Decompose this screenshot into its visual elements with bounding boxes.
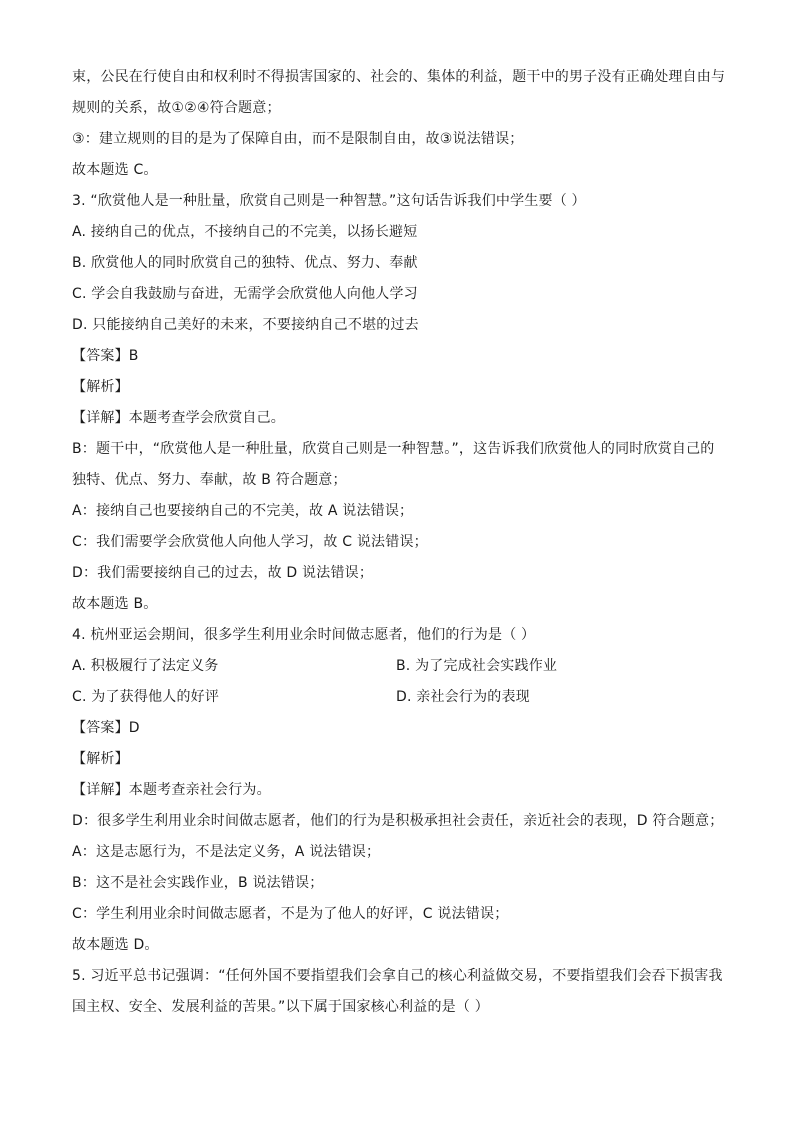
q3-conclusion: 故本题选 B。 xyxy=(72,596,158,612)
q4-explanation-line-1: D：很多学生利用业余时间做志愿者，他们的行为是积极承担社会责任，亲近社会的表现，D 符合题意； xyxy=(72,813,724,829)
q4-explanation-line-2: A：这是志愿行为，不是法定义务，A 说法错误； xyxy=(72,844,381,860)
q4-answer: 【答案】D xyxy=(72,720,140,736)
q3-explanation-line-2: 独特、优点、努力、奉献，故 B 符合题意； xyxy=(72,472,347,488)
q4-explanation-line-4: C：学生利用业余时间做志愿者，不是为了他人的好评，C 说法错误； xyxy=(72,906,509,922)
q4-option-c: C. 为了获得他人的好评 xyxy=(72,689,220,705)
page-content xyxy=(72,62,732,1023)
q3-option-c: C. 学会自我鼓励与奋进，无需学会欣赏他人向他人学习 xyxy=(72,286,418,302)
q5-stem-line-1: 5. 习近平总书记强调：“任何外国不要指望我们会拿自己的核心利益做交易，不要指望我们会吞下损害我 xyxy=(72,968,723,984)
q3-option-a: A. 接纳自己的优点，不接纳自己的不完美，以扬长避短 xyxy=(72,224,418,240)
q3-explanation-line-1: B：题干中，“欣赏他人是一种肚量，欣赏自己则是一种智慧。”，这告诉我们欣赏他人的同时欣赏自己的 xyxy=(72,441,715,457)
q4-options-row-1 xyxy=(72,651,732,682)
q5-stem-line-2: 国主权、安全、发展利益的苦果。”以下属于国家核心利益的是（ ） xyxy=(72,999,489,1015)
q2-conclusion: 故本题选 C。 xyxy=(72,162,158,178)
q3-explanation-line-4: C：我们需要学会欣赏他人向他人学习，故 C 说法错误； xyxy=(72,534,428,550)
q3-analysis-label: 【解析】 xyxy=(72,379,129,395)
q4-stem: 4. 杭州亚运会期间，很多学生利用业余时间做志愿者，他们的行为是（ ） xyxy=(72,627,536,643)
q4-detail: 【详解】本题考查亲社会行为。 xyxy=(72,782,271,798)
q2-analysis-line-3: ③：建立规则的目的是为了保障自由，而不是限制自由，故③说法错误； xyxy=(72,131,524,147)
q4-analysis-label: 【解析】 xyxy=(72,751,129,767)
q3-explanation-line-5: D：我们需要接纳自己的过去，故 D 说法错误； xyxy=(72,565,374,581)
q4-option-a: A. 积极履行了法定义务 xyxy=(72,658,219,674)
q3-explanation-line-3: A：接纳自己也要接纳自己的不完美，故 A 说法错误； xyxy=(72,503,414,519)
q3-stem: 3. “欣赏他人是一种肚量，欣赏自己则是一种智慧。”这句话告诉我们中学生要（ ） xyxy=(72,193,586,209)
q4-options-row-2 xyxy=(72,682,732,713)
q4-option-d: D. 亲社会行为的表现 xyxy=(396,689,530,705)
q2-analysis-line-1: 束，公民在行使自由和权利时不得损害国家的、社会的、集体的利益，题干中的男子没有正确处理自由与 xyxy=(72,69,726,85)
q2-analysis-line-2: 规则的关系，故①②④符合题意； xyxy=(72,100,281,116)
q3-option-d: D. 只能接纳自己美好的未来，不要接纳自己不堪的过去 xyxy=(72,317,419,333)
q4-explanation-line-3: B：这不是社会实践作业，B 说法错误； xyxy=(72,875,324,891)
q3-option-b: B. 欣赏他人的同时欣赏自己的独特、优点、努力、奉献 xyxy=(72,255,418,271)
q4-conclusion: 故本题选 D。 xyxy=(72,937,159,953)
q4-option-b: B. 为了完成社会实践作业 xyxy=(396,658,558,674)
q3-detail: 【详解】本题考查学会欣赏自己。 xyxy=(72,410,285,426)
q3-answer: 【答案】B xyxy=(72,348,139,364)
